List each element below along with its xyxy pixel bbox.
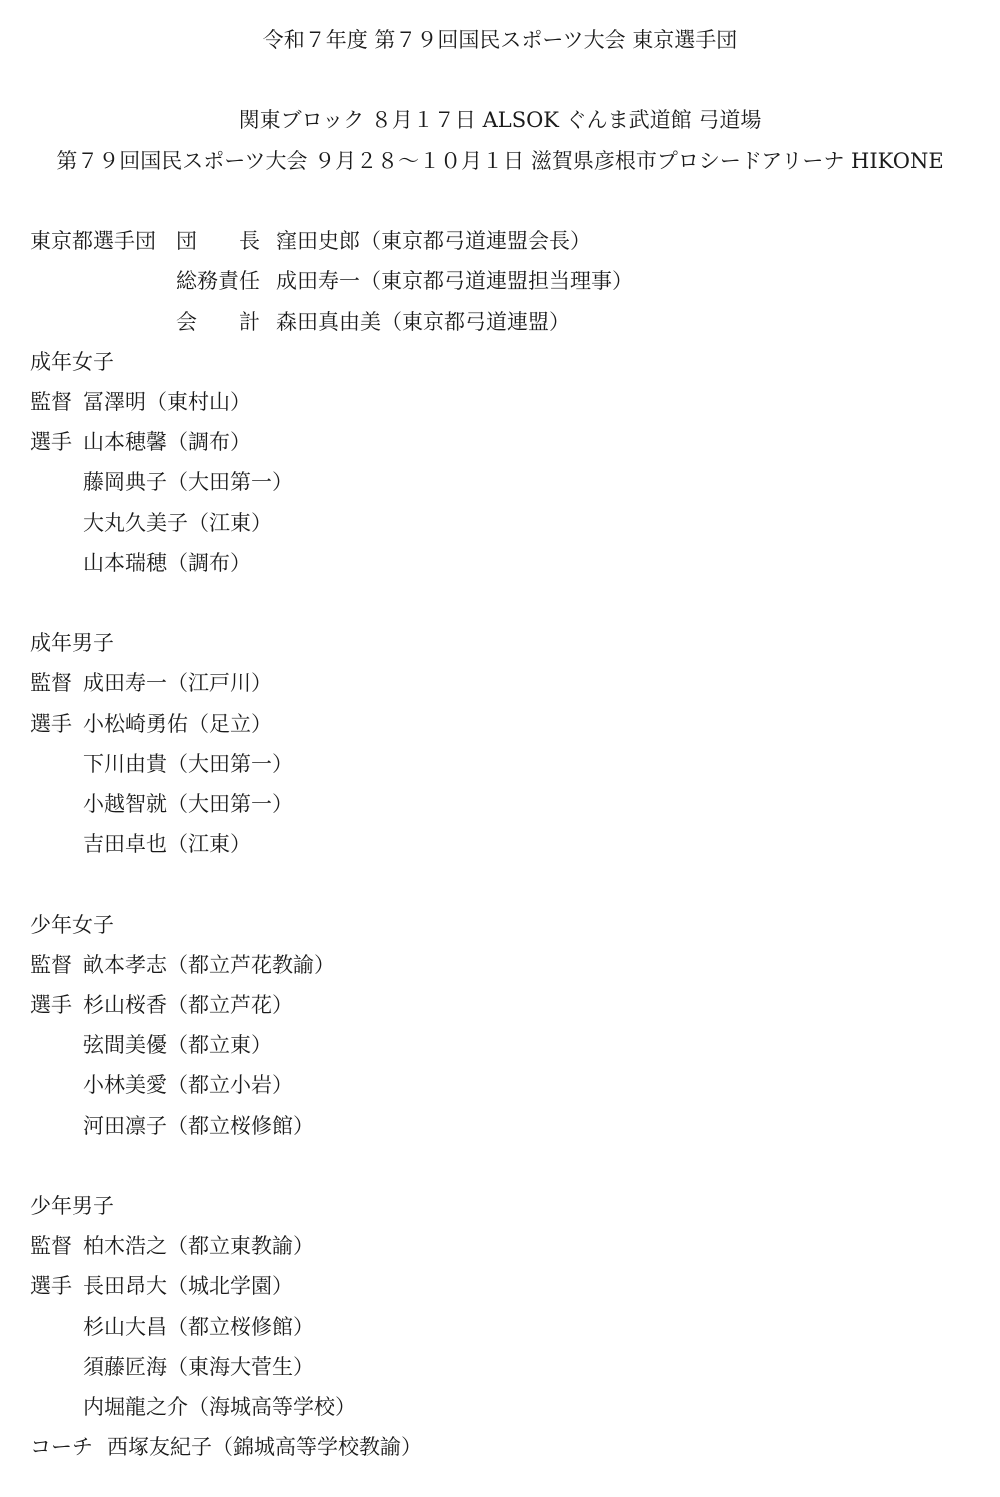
event-kanto-block: 関東ブロック ８月１７日 ALSOK ぐんま武道館 弓道場 [238, 108, 762, 132]
players-label: 選手 [30, 712, 72, 736]
player-name: 小越智就（大田第一） [83, 792, 293, 816]
team-category: 成年男子 [30, 631, 114, 655]
player-name: 吉田卓也（江東） [83, 832, 251, 856]
player-name: 小林美愛（都立小岩） [83, 1073, 293, 1097]
player-name: 小松崎勇佑（足立） [83, 712, 272, 736]
player-name: 長田昂大（城北学園） [83, 1274, 293, 1298]
coach-label: コーチ [30, 1435, 93, 1459]
team-category: 少年男子 [30, 1194, 114, 1218]
player-name: 下川由貴（大田第一） [83, 752, 293, 776]
document-title: 令和７年度 第７９回国民スポーツ大会 東京選手団 [262, 28, 738, 52]
officer-role: 団 長 [176, 229, 260, 253]
player-name: 山本瑞穂（調布） [83, 551, 251, 575]
player-name: 須藤匠海（東海大菅生） [83, 1355, 314, 1379]
player-name: 山本穂馨（調布） [83, 430, 251, 454]
manager-label: 監督 [30, 953, 72, 977]
team-category: 成年女子 [30, 350, 114, 374]
officer-name: 森田真由美（東京都弓道連盟） [276, 310, 570, 334]
players-label: 選手 [30, 1274, 72, 1298]
delegation-label: 東京都選手団 [30, 229, 156, 253]
team-category: 少年女子 [30, 913, 114, 937]
player-name: 藤岡典子（大田第一） [83, 470, 293, 494]
officer-name: 窪田史郎（東京都弓道連盟会長） [276, 229, 591, 253]
player-name: 杉山桜香（都立芦花） [83, 993, 293, 1017]
officer-role: 会 計 [176, 310, 260, 334]
manager-name: 畝本孝志（都立芦花教諭） [83, 953, 335, 977]
manager-name: 成田寿一（江戸川） [83, 671, 272, 695]
event-national: 第７９回国民スポーツ大会 ９月２８〜１０月１日 滋賀県彦根市プロシードアリーナ HIKONE [56, 149, 944, 173]
manager-label: 監督 [30, 671, 72, 695]
player-name: 弦間美優（都立東） [83, 1033, 272, 1057]
player-name: 大丸久美子（江東） [83, 511, 272, 535]
manager-label: 監督 [30, 1234, 72, 1258]
player-name: 杉山大昌（都立桜修館） [83, 1315, 314, 1339]
officer-name: 成田寿一（東京都弓道連盟担当理事） [276, 269, 633, 293]
player-name: 河田凛子（都立桜修館） [83, 1114, 314, 1138]
coach-name: 西塚友紀子（錦城高等学校教諭） [107, 1435, 422, 1459]
officer-role: 総務責任 [176, 269, 260, 293]
players-label: 選手 [30, 430, 72, 454]
manager-name: 冨澤明（東村山） [83, 390, 251, 414]
player-name: 内堀龍之介（海城高等学校） [83, 1395, 356, 1419]
players-label: 選手 [30, 993, 72, 1017]
manager-name: 柏木浩之（都立東教諭） [83, 1234, 314, 1258]
manager-label: 監督 [30, 390, 72, 414]
